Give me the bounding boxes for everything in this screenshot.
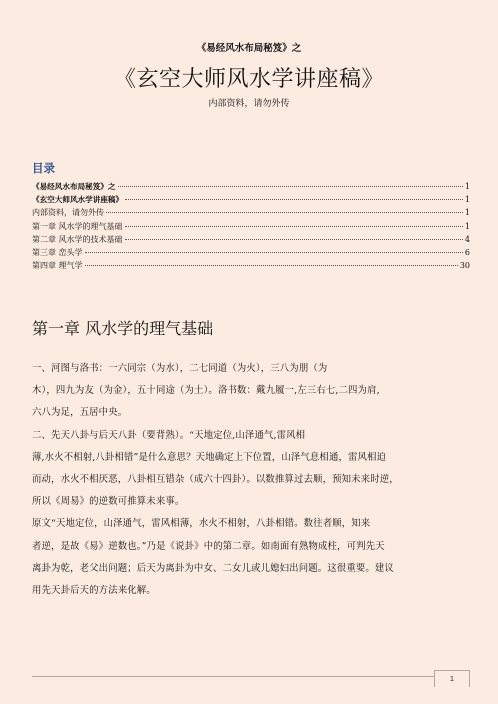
series-title: 《易经风水布局秘笈》之 [196, 43, 302, 54]
toc-entry[interactable] [32, 259, 470, 272]
toc-entry-text: 第二章 风水学的技术基础 [32, 234, 123, 244]
toc-entry-page: 1 [464, 208, 470, 218]
body-text-line: 薄,水火不相射,八卦相错”是什么意思？天地确定上下位置，山泽气息相通，雷风相迫 [32, 451, 387, 463]
body-text-line: 六八为足，五居中央。 [32, 407, 128, 419]
body-text-line: 木），四九为友（为金），五十同途（为土）。洛书数：戴九履一,左三右七,二四为肩, [32, 385, 380, 397]
body-text-line: 二、先天八卦与后天八卦（要背熟）。“天地定位,山泽通气,雷风相 [32, 429, 306, 441]
chapter-body [32, 358, 472, 602]
toc-entry-page: 1 [464, 221, 470, 231]
toc-leader-dots [125, 218, 463, 227]
toc-entry-text: 第三章 峦头学 [32, 247, 83, 257]
body-text-line: 所以《周易》的逆数可推算未来事。 [32, 496, 185, 508]
document-subtitle: 内部资料，请勿外传 [208, 99, 290, 109]
chapter-heading: 第一章 风水学的理气基础 [32, 319, 214, 338]
body-text-line: 原文“天地定位，山泽通气，雷风相薄，水火不相射，八卦相错。数往者顺，知来 [32, 518, 371, 530]
document-title: 《玄空大师风水学讲座稿》 [113, 67, 384, 92]
toc-entry-text: 第一章 风水学的理气基础 [32, 221, 123, 231]
body-text-line: 而动，水火不相厌恶，八卦相互错杂（成六十四卦）。以数推算过去顺，预知未来时逆， [32, 473, 399, 485]
toc-leader-dots [125, 191, 463, 200]
footer-divider [32, 676, 468, 677]
toc-leader-dots [106, 204, 463, 213]
toc-leader-dots [85, 244, 463, 253]
toc-entry-page: 1 [464, 182, 470, 191]
toc-entry-page: 1 [464, 195, 470, 205]
body-text-line: 用先天卦后天的方法来化解。 [32, 584, 156, 596]
toc-entry-text: 《易经风水布局秘笈》之 [32, 182, 116, 191]
toc-leader-dots [125, 231, 463, 240]
body-text-line: 一、河图与洛书：一六同宗（为水），二七同道（为火），三八为朋（为 [32, 363, 328, 374]
toc-heading: 目录 [32, 161, 55, 175]
body-text-line: 者逆，是故《易》逆数也。”乃是《说卦》中的第二章。如南面有熟物成柱，可判先天 [32, 540, 385, 552]
toc-entry-page: 6 [464, 247, 470, 257]
toc-leader-dots [118, 178, 463, 187]
toc-entry-text: 第四章 理气学 [32, 261, 83, 271]
toc-leader-dots [85, 257, 458, 266]
page-number: 1 [434, 670, 470, 687]
table-of-contents [32, 180, 470, 272]
body-text-line: 离卦为乾，老父出问题；后天为离卦为中女、二女儿或儿媳妇出问题。这很重要。建议 [32, 562, 394, 574]
toc-entry-text: 《玄空大师风水学讲座稿》 [32, 195, 124, 205]
toc-entry-page: 30 [459, 261, 470, 271]
toc-entry-text: 内部资料，请勿外传 [32, 208, 104, 218]
toc-entry-page: 4 [464, 234, 470, 244]
